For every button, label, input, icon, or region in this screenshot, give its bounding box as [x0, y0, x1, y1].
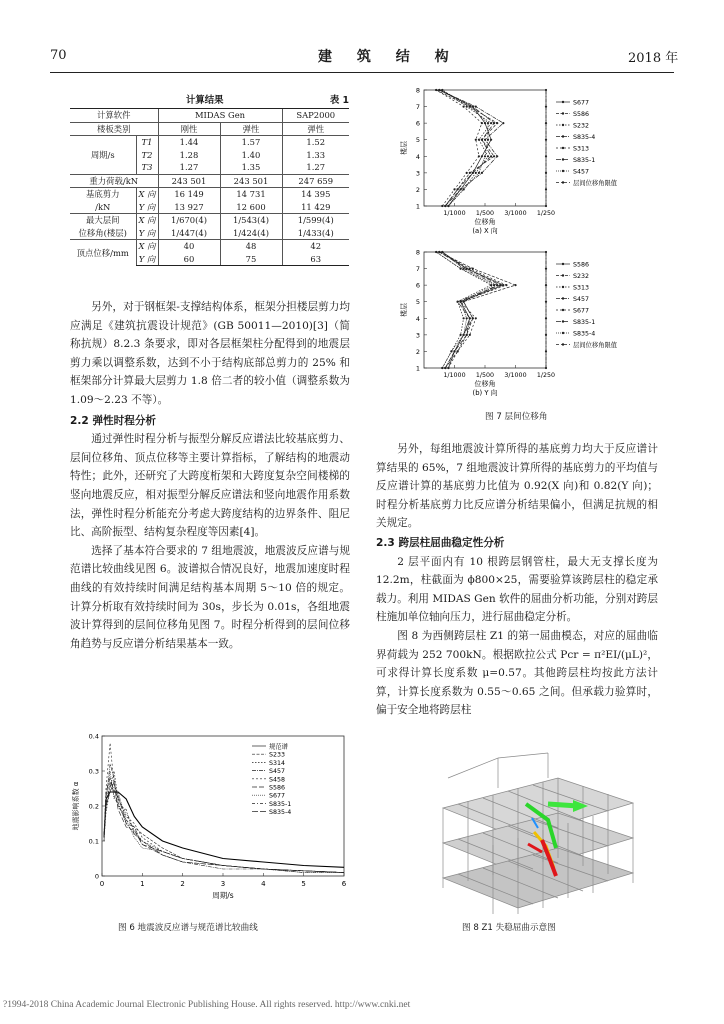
table-cell: 1.27: [282, 161, 349, 174]
series-point: [453, 350, 455, 352]
series-point: [472, 106, 474, 108]
series-point: [490, 122, 492, 124]
series-line-S835-1: [104, 785, 344, 873]
series-point: [545, 350, 547, 352]
series-line-规范谱: [104, 792, 344, 867]
figure-8-caption: 图 8 Z1 失稳屈曲示意图: [462, 923, 556, 933]
legend-label-S457: S457: [573, 296, 590, 303]
series-point: [502, 122, 504, 124]
legend-marker: [562, 274, 564, 276]
legend-label-S835-1: S835-1: [269, 800, 292, 808]
series-point: [460, 334, 462, 336]
legend-label-S835-1: S835-1: [573, 157, 596, 164]
table1-slab-label: 楼板类别: [70, 122, 158, 136]
legend-marker: [562, 170, 564, 172]
series-point: [545, 301, 547, 303]
table1-drift-label: 最大层间: [70, 214, 136, 227]
series-point: [466, 334, 468, 336]
table-cell: 247 659: [282, 174, 349, 188]
y-tick-label: 3: [415, 331, 420, 340]
legend-label-S458: S458: [269, 776, 286, 784]
series-point: [438, 89, 440, 91]
y-tick-label: 0.4: [88, 732, 99, 741]
legend-label-层间位移角限值: 层间位移角限值: [573, 180, 618, 187]
series-point: [478, 155, 480, 157]
x-tick-label: 3: [220, 880, 226, 888]
figure-8-image: [438, 748, 638, 914]
legend-label-S586: S586: [269, 784, 286, 792]
series-point: [475, 317, 477, 319]
legend-label-层间位移角限值: 层间位移角限值: [573, 342, 618, 349]
legend-label-S835-1: S835-1: [573, 319, 596, 326]
legend-label-S677: S677: [269, 792, 286, 800]
x-tick-label: 2: [180, 880, 185, 888]
series-point: [444, 367, 446, 369]
series-point: [490, 155, 492, 157]
year: 2018 年: [628, 51, 679, 66]
subfigure-label: (a) X 向: [472, 227, 498, 235]
legend-marker: [562, 147, 564, 149]
table-cell: 40: [158, 240, 220, 253]
series-point: [545, 106, 547, 108]
series-point: [444, 205, 446, 207]
series-point: [496, 122, 498, 124]
series-point: [466, 268, 468, 270]
legend-label-S457: S457: [573, 168, 590, 176]
series-point: [545, 188, 547, 190]
series-point: [514, 284, 516, 286]
series-point: [545, 139, 547, 141]
x-tick-label: 0: [99, 880, 105, 888]
table1-slab-elastic-sap: 弹性: [282, 122, 349, 136]
legend-marker: [562, 181, 564, 183]
table1-shear-unit: /kN: [95, 201, 111, 212]
series-point: [505, 284, 507, 286]
series-point: [469, 334, 471, 336]
table-cell: 75: [220, 253, 282, 266]
legend-marker: [562, 263, 564, 265]
table1-drift-label-2: 位移角(楼层): [78, 227, 127, 238]
table-cell: 42: [282, 240, 349, 253]
legend-label-S835-4: S835-4: [573, 330, 596, 338]
y-tick-label: 5: [415, 298, 420, 307]
table1-slab-elastic: 弹性: [220, 122, 282, 136]
series-point: [496, 155, 498, 157]
x-axis-label: 周期/s: [212, 891, 234, 900]
table-cell: 1.44: [158, 136, 220, 149]
series-point: [481, 172, 483, 174]
series-line-S314: [104, 771, 344, 873]
series-point: [472, 317, 474, 319]
x-tick-label: 1/250: [536, 372, 556, 379]
figure-6-plot: [71, 733, 347, 901]
table-cell: 60: [158, 253, 220, 266]
table-cell: 1.28: [158, 149, 220, 162]
series-point: [478, 139, 480, 141]
figure-7a-plot: [399, 87, 618, 236]
table1-t2-sym: T2: [136, 149, 158, 162]
series-point: [484, 155, 486, 157]
table-cell: Y 向: [136, 253, 158, 266]
series-point: [478, 172, 480, 174]
table-cell: X 向: [136, 188, 158, 201]
legend-marker: [562, 101, 564, 103]
series-line-S458: [104, 743, 344, 873]
table1-shear-label: 基底剪力: [70, 188, 136, 201]
x-tick-label: 6: [341, 880, 347, 888]
x-tick-label: 1/250: [536, 210, 556, 217]
table1-t3-sym: T3: [136, 161, 158, 174]
x-tick-label: 1/1000: [443, 372, 466, 379]
x-tick-label: 1/500: [475, 210, 495, 217]
y-tick-label: 5: [415, 136, 420, 145]
series-line-S457: [104, 764, 344, 873]
plot-frame: [424, 90, 546, 206]
series-point: [481, 122, 483, 124]
table-cell: 63: [282, 253, 349, 266]
x-axis-label: 位移角: [474, 218, 496, 226]
legend-label-S314: S314: [269, 759, 286, 767]
series-point: [475, 172, 477, 174]
y-tick-label: 8: [415, 86, 420, 95]
series-point: [545, 172, 547, 174]
series-point: [441, 367, 443, 369]
x-axis-label: 位移角: [474, 380, 496, 388]
y-tick-label: 4: [415, 314, 420, 323]
x-tick-label: 3/1000: [504, 372, 527, 379]
legend-marker: [562, 309, 564, 311]
y-tick-label: 0: [94, 872, 99, 881]
legend-label-S313: S313: [573, 284, 590, 292]
legend-label-S586: S586: [573, 111, 590, 118]
series-point: [441, 251, 443, 253]
series-point: [441, 205, 443, 207]
figure-7b-plot: [399, 249, 618, 398]
table1-gravity-label: 重力荷载/kN: [70, 174, 158, 188]
table-cell: 14 395: [282, 188, 349, 201]
legend-label-S232: S232: [573, 122, 590, 130]
left-column: [70, 298, 350, 653]
left-paragraph-1: 另外，对于钢框架-支撑结构体系，框架分担楼层剪力均应满足《建筑抗震设计规范》(GB 50011—2010)[3]（简称抗规）8.2.3 条要求，即对各层框架柱分配得到的地震层剪力乘以调整系数，达到不小于结构底部总剪力的 25% 和框架部分计算最大层剪力 1.8 倍二者的较小值（调整系数为 1.09～2.23 不等）。: [70, 301, 350, 406]
table-cell: Y 向: [136, 227, 158, 240]
legend-label-S677: S677: [573, 307, 590, 315]
y-tick-label: 6: [415, 281, 420, 290]
series-point: [545, 268, 547, 270]
table-cell: 16 149: [158, 188, 220, 201]
series-point: [481, 155, 483, 157]
plot-frame: [102, 736, 344, 876]
y-tick-label: 6: [415, 119, 420, 128]
y-tick-label: 4: [415, 152, 420, 161]
y-tick-label: 3: [415, 169, 420, 178]
table-cell: 243 501: [220, 174, 282, 188]
series-point: [435, 251, 437, 253]
series-point: [545, 89, 547, 91]
legend-label-S677: S677: [573, 99, 590, 107]
plot-frame: [424, 252, 546, 368]
series-point: [469, 106, 471, 108]
table-cell: 14 731: [220, 188, 282, 201]
table-cell: 1.27: [158, 161, 220, 174]
series-point: [475, 106, 477, 108]
series-point: [463, 334, 465, 336]
table-cell: 11 429: [282, 201, 349, 214]
series-point: [466, 317, 468, 319]
legend-marker: [562, 124, 564, 126]
series-point: [463, 106, 465, 108]
y-tick-label: 1: [415, 202, 420, 211]
legend-marker: [562, 332, 564, 334]
left-paragraph-2: 通过弹性时程分析与振型分解反应谱法比较基底剪力、层间位移角、顶点位移等主要计算指标，了解结构的地震动特性；此外，还研究了大跨度桁架和大跨度复杂空间楼梯的竖向地震反应，相对振型分解反应谱法和竖向地震作用系数法，弹性时程分析能充分考虑大跨度结构的边界条件、阻尼比、高阶振型、结构复杂程度等因素[4]。: [70, 433, 350, 539]
table1-slab-rigid: 刚性: [158, 122, 220, 136]
table-cell: X 向: [136, 240, 158, 253]
series-point: [457, 188, 459, 190]
table-cell: 1.52: [282, 136, 349, 149]
figure-7-caption: 图 7 层间位移角: [485, 412, 548, 422]
series-point: [466, 106, 468, 108]
series-point: [450, 350, 452, 352]
legend-marker: [562, 343, 564, 345]
y-axis-label: 楼层: [400, 141, 408, 155]
series-point: [447, 367, 449, 369]
table-cell: 13 927: [158, 201, 220, 214]
series-point: [484, 122, 486, 124]
legend-marker: [562, 297, 564, 299]
series-point: [457, 350, 459, 352]
series-point: [435, 89, 437, 91]
y-tick-label: 7: [415, 103, 420, 112]
header-rule: [50, 72, 674, 73]
table-cell: 1/543(4): [220, 214, 282, 227]
y-tick-label: 2: [415, 347, 420, 356]
y-tick-label: 0.2: [88, 802, 99, 811]
right-paragraph-3: 图 8 为西侧跨层柱 Z1 的第一屈曲模态，对应的屈曲临界荷载为 252 700kN。根据欧拉公式 Pcr = π²EI/(μL)²，可求得计算长度系数 μ=0.57。其他跨层柱均按此方法计算，计算长度系数为 0.55～0.65 之间。但承载力验算时，偏于安全地将跨层柱: [376, 629, 658, 717]
table-cell: 48: [220, 240, 282, 253]
x-tick-label: 1: [140, 880, 145, 888]
series-point: [457, 301, 459, 303]
legend-label-S232: S232: [573, 273, 590, 280]
table-cell: 1/424(4): [220, 227, 282, 240]
table-cell: X 向: [136, 214, 158, 227]
legend-marker: [562, 158, 564, 160]
right-paragraph-1: 另外，每组地震波计算所得的基底剪力均大于反应谱计算结果的 65%，7 组地震波计算所得的基底剪力的平均值与反应谱计算的基底剪力比值为 0.92(X 向)和 0.82(Y 向)；时程分析基底剪力比反应谱分析结果偏小，但满足抗规的相关规定。: [376, 443, 658, 530]
x-tick-label: 5: [301, 880, 306, 888]
table-cell: 1.40: [220, 149, 282, 162]
legend-marker: [562, 286, 564, 288]
series-point: [441, 89, 443, 91]
series-point: [487, 122, 489, 124]
section-2-3-heading: 2.3 跨层柱屈曲稳定性分析: [376, 536, 505, 549]
table1-head-sap: SAP2000: [282, 109, 349, 123]
series-point: [484, 139, 486, 141]
series-point: [493, 284, 495, 286]
series-point: [469, 172, 471, 174]
legend-label-S313: S313: [573, 145, 590, 153]
y-axis-label: 地震影响系数 α: [72, 781, 80, 831]
series-point: [490, 139, 492, 141]
series-line-S313: [436, 90, 482, 206]
figure-7: [386, 84, 676, 409]
legend-label-S586: S586: [573, 261, 590, 269]
right-column: [376, 440, 658, 720]
series-point: [472, 172, 474, 174]
legend-label-S835-4: S835-4: [269, 809, 292, 817]
y-tick-label: 0.1: [88, 837, 99, 846]
series-line-S677: [104, 771, 344, 873]
figure-6-caption: 图 6 地震波反应谱与规范谱比较曲线: [118, 923, 258, 933]
x-tick-label: 3/1000: [504, 210, 527, 217]
subfigure-label: (b) Y 向: [472, 389, 498, 397]
legend-label-S233: S233: [269, 751, 286, 759]
series-point: [469, 317, 471, 319]
series-point: [545, 205, 547, 207]
series-point: [545, 251, 547, 253]
table1-period-label: 周期/s: [70, 136, 136, 175]
table1-head-midas: MIDAS Gen: [158, 109, 282, 123]
journal-title: 建 筑 结 构: [318, 49, 459, 65]
table-cell: 1/670(4): [158, 214, 220, 227]
series-point: [438, 251, 440, 253]
legend-marker: [562, 112, 564, 114]
series-point: [490, 284, 492, 286]
x-tick-label: 1/500: [475, 372, 495, 379]
table-cell: 1/433(4): [282, 227, 349, 240]
legend-marker: [562, 320, 564, 322]
series-point: [545, 317, 547, 319]
series-point: [545, 284, 547, 286]
table1-title: 计算结果: [186, 95, 224, 106]
series-point: [475, 139, 477, 141]
table1: [70, 108, 349, 266]
y-tick-label: 0.3: [88, 767, 99, 776]
series-point: [447, 205, 449, 207]
y-tick-label: 7: [415, 265, 420, 274]
table-cell: 1/599(4): [282, 214, 349, 227]
series-point: [460, 188, 462, 190]
series-point: [466, 172, 468, 174]
series-point: [487, 139, 489, 141]
legend-label-S457: S457: [269, 768, 286, 776]
series-point: [453, 188, 455, 190]
series-point: [545, 334, 547, 336]
table1-number: 表 1: [329, 95, 349, 106]
series-point: [499, 284, 501, 286]
table1-t1-sym: T1: [136, 136, 158, 149]
section-2-2-heading: 2.2 弹性时程分析: [70, 414, 157, 427]
series-point: [545, 155, 547, 157]
series-point: [463, 317, 465, 319]
legend-marker: [562, 135, 564, 137]
series-point: [460, 268, 462, 270]
series-point: [472, 268, 474, 270]
right-paragraph-2: 2 层平面内有 10 根跨层钢管柱，最大无支撑长度为 12.2m，柱截面为 ϕ800×25，需要验算该跨层柱的稳定承载力。利用 MIDAS Gen 软件的屈曲分析功能，分别对跨层柱施加单位轴向压力，进行屈曲稳定分析。: [376, 555, 658, 624]
y-tick-label: 8: [415, 248, 420, 257]
page-number: 70: [50, 48, 67, 63]
table-cell: Y 向: [136, 201, 158, 214]
y-tick-label: 1: [415, 364, 420, 373]
series-point: [493, 155, 495, 157]
series-point: [545, 367, 547, 369]
table1-top-label: 顶点位移/mm: [70, 240, 136, 266]
series-point: [460, 301, 462, 303]
series-point: [545, 122, 547, 124]
table-cell: 1.35: [220, 161, 282, 174]
table-cell: 12 600: [220, 201, 282, 214]
table-cell: 1.33: [282, 149, 349, 162]
series-point: [487, 155, 489, 157]
series-point: [481, 139, 483, 141]
x-tick-label: 1/1000: [443, 210, 466, 217]
copyright-footer: ?1994-2018 China Academic Journal Electronic Publishing House. All rights reserved. http://www.cnki.net: [3, 1000, 411, 1010]
series-line-S457: [442, 90, 488, 206]
y-tick-label: 2: [415, 185, 420, 194]
table-cell: 1.57: [220, 136, 282, 149]
series-point: [463, 188, 465, 190]
left-paragraph-3: 选择了基本符合要求的 7 组地震波，地震波反应谱与规范谱比较曲线见图 6。波谱拟合情况良好，地震加速度时程曲线的有效持续时间满足结构基本周期 5～10 倍的规定。计算分析取有效持续时间为 30s，步长为 0.01s，各组地震波计算得到的层间位移角见图 7。时程分析得到的层间位移角趋势与反应谱分析结果基本一致。: [70, 544, 350, 650]
table1-head-software: 计算软件: [70, 109, 158, 123]
x-tick-label: 4: [261, 880, 266, 888]
legend-label-S835-4: S835-4: [573, 134, 596, 141]
y-axis-label: 楼层: [400, 303, 408, 317]
table-cell: 243 501: [158, 174, 220, 188]
series-point: [493, 122, 495, 124]
table-cell: 1/447(4): [158, 227, 220, 240]
legend-label-规范谱: 规范谱: [269, 743, 288, 751]
figure-6: [66, 728, 356, 908]
